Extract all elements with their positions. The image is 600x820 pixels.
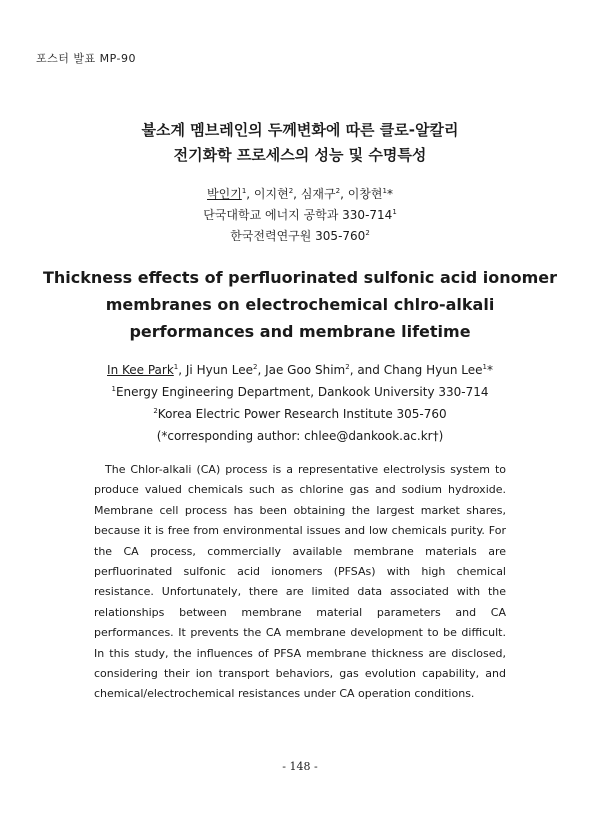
korean-author-2: 이지현 [253, 187, 289, 201]
english-affiliation-1: $^1$Energy Engineering Department, Dankook University 330-714 [111, 385, 489, 399]
english-title-line-2: membranes on electrochemical chlro-alkali [105, 295, 495, 314]
page-number: - 148 - [282, 760, 318, 773]
english-affiliation-2: $^2$Korea Electric Power Research Institute 305-760 [153, 407, 447, 421]
korean-author-4: 이창현 [347, 187, 383, 201]
korean-affiliation-2: 한국전력연구원 $305-760^2$ [230, 229, 370, 243]
korean-author-block [0, 184, 600, 247]
korean-affiliation-1: 단국대학교 에너지 공학과 $330-714^1$ [203, 208, 397, 222]
korean-title-line-2: 전기화학 프로세스의 성능 및 수명특성 [173, 146, 427, 164]
korean-title-line-1: 불소계 멤브레인의 두께변화에 따른 클로-알칼리 [141, 121, 459, 139]
english-author-1: In Kee Park [107, 363, 174, 377]
korean-author-1-affil: 1 [241, 187, 247, 195]
english-author-2: Ji Hyun Lee [185, 363, 253, 377]
abstract-paragraph [94, 460, 506, 705]
english-title [0, 264, 600, 345]
english-author-block [0, 359, 600, 447]
korean-author-2-affil: 2 [288, 187, 294, 195]
english-author-3: Jae Goo Shim [265, 363, 346, 377]
korean-author-4-affil: 1 [382, 187, 387, 195]
abstract-text: The Chlor-alkali (CA) process is a representative electrolysis system to produce valued chemicals such as chlorine gas and sodium hydroxide. Membrane cell process has been obtaining the largest market shares, because it is free from environmental issues and low chemicals purity. For the CA process, commercially available membrane materials are perfluorinated sulfonic acid ionomers (PFSAs) with high chemical resistance. Unfortunately, there are limited data associated with the relationships between membrane material parameters and CA performances. It prevents the CA membrane development to be difficult. In this study, the influences of PFSA membrane thickness are disclosed, considering their ion transport behaviors, gas evolution capability, and chemical/electrochemical resistances under CA operation conditions. [94, 463, 506, 701]
corresponding-mark: * [386, 187, 393, 201]
korean-author-3-affil: 2 [335, 187, 341, 195]
english-title-line-3: performances and membrane lifetime [129, 322, 471, 341]
english-title-line-1: Thickness effects of perfluorinated sulfonic acid ionomer [42, 268, 558, 287]
korean-title [0, 118, 600, 168]
english-author-4: Chang Hyun Lee [383, 363, 483, 377]
corresponding-email: chlee@dankook.ac.kr [304, 429, 433, 443]
korean-author-list: 박인기$^1$, 이지현$^2$, 심재구$^2$, 이창현$^1$* [207, 187, 393, 201]
korean-author-1: 박인기 [207, 187, 242, 201]
session-tag: 포스터 발표 MP-90 [36, 52, 136, 65]
corresponding-author: (*corresponding author: chlee@dankook.ac.kr†) [156, 429, 444, 443]
korean-author-3: 심재구 [300, 187, 336, 201]
english-author-list: In Kee Park$^1$, Ji Hyun Lee$^2$, Jae Goo Shim$^2$, and Chang Hyun Lee$^1$* [107, 363, 493, 377]
